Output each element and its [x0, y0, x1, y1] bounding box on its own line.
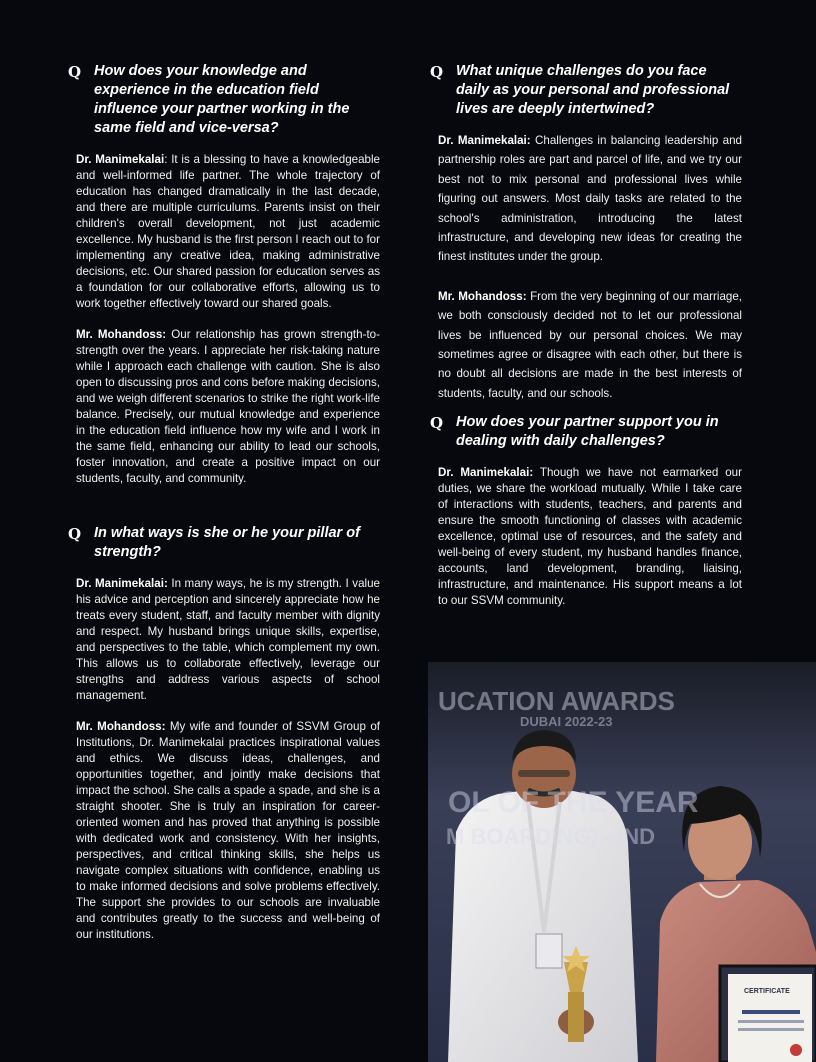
answer-1-mohandoss — [76, 327, 380, 487]
speaker-name: Dr. Manimekalai: — [438, 134, 531, 147]
speaker-name: Dr. Manimekalai: — [438, 466, 534, 480]
right-column — [430, 62, 742, 609]
answer-1-manimekalai — [76, 152, 380, 312]
banner-text-1: UCATION AWARDS — [438, 686, 675, 716]
banner-text-4: M BOARDING) - IND — [446, 824, 655, 849]
answer-text: In many ways, he is my strength. I value his advice and perception and sincerely appreciate how he treats every student, staff, and faculty member with dignity and respect. My husband brings unique skills, expertise, and perspectives to the table, which complement my own. This allows us to collaborate effectively, leverage our strengths and address various aspects of school management. — [76, 577, 381, 702]
answer-text: Our relationship has grown strength-to-strength over the years. I appreciate her risk-taking nature while I approach each challenge with caution. She is also open to discussing pros and cons before making decisions, and we weigh different scenarios to strike the right work-life balance. Precisely, our mutual knowledge and experience in the education field influence how my wife and I work in the same field, enhancing our ability to lead our schools, foster innovation, and create a positive impact on our students, faculty, and community. — [76, 328, 380, 485]
question-4 — [430, 413, 742, 451]
speaker-name: Dr. Manimekalai — [76, 153, 165, 166]
speaker-name: Mr. Mohandoss: — [76, 720, 166, 733]
question-2-text: In what ways is she or he your pillar of strength? — [94, 525, 360, 560]
question-2 — [68, 524, 380, 562]
question-marker: Q — [68, 63, 82, 81]
answer-3-manimekalai — [438, 131, 742, 267]
answer-text: : It is a blessing to have a knowledgeable and well-informed life partner. The whole trajectory of education has changed dramatically in the last decade, and there are multiple curriculums. Parents insist on their children's overall development, not just academic excellence. My husband is the first person I reach out to for implementing any creative idea, making administrative decisions, etc. Our shared passion for education serves as a foundation for our collaborative efforts, allowing us to work together effectively toward our shared goals. — [76, 153, 381, 310]
question-4-text: How does your partner support you in dealing with daily challenges? — [456, 414, 719, 450]
question-marker: Q — [430, 414, 444, 433]
award-photo-illustration — [428, 662, 816, 1062]
question-marker: Q — [68, 525, 82, 543]
answer-3-mohandoss — [438, 287, 742, 403]
question-marker: Q — [430, 63, 444, 81]
question-1-text: How does your knowledge and experience in the education field influence your partner working in the same field and vice-versa? — [94, 63, 350, 136]
speaker-name: Mr. Mohandoss: — [76, 328, 167, 341]
question-1 — [68, 62, 380, 138]
certificate-title: CERTIFICATE — [744, 988, 790, 995]
speaker-name: Dr. Manimekalai: — [76, 577, 168, 590]
question-3 — [430, 62, 742, 119]
answer-text: Though we have not earmarked our duties, we share the workload mutually. While I take care of interactions with students, teachers, and parents and ensure the smooth functioning of classes with academic excellence, optimal use of resources, and the safety and well-being of every student, my husband handles finance, accounts, land development, branding, liaising, infrastructure, and maintenance. His support means a lot to our SSVM community. — [438, 466, 742, 608]
speaker-name: Mr. Mohandoss: — [438, 289, 527, 303]
certificate — [720, 966, 816, 1062]
left-column — [68, 62, 380, 943]
banner-text-2: DUBAI 2022-23 — [520, 714, 613, 729]
award-photo — [428, 662, 816, 1062]
answer-2-manimekalai — [76, 576, 380, 704]
answer-text: From the very beginning of our marriage, we both consciously decided not to let our professional lives be influenced by our personal choices. We may sometimes agree or disagree with each other, but there is no doubt all decisions are made in the best interests of students, faculty, and our schools. — [438, 289, 743, 400]
answer-text: My wife and founder of SSVM Group of Institutions, Dr. Manimekalai practices inspirational values and ethics. We discuss ideas, challenges, and opportunities together, and jointly make decisions that impact the school. She calls a spade a spade, and she is a straight shooter. She is truly an inspiration for career-oriented women and has proved that anything is possible with dedicated work and consistency. With her insights, perspectives, and critical thinking skills, she helps us navigate complex situations with confidence, enabling us to make informed decisions and solve problems effectively. The support she provides to our schools are invaluable and contributes greatly to the success and well-being of our institutions. — [76, 720, 380, 941]
answer-2-mohandoss — [76, 719, 380, 943]
banner-text-3: OL OF THE YEAR — [448, 786, 699, 819]
question-3-text: What unique challenges do you face daily as your personal and professional lives are deeply intertwined? — [456, 63, 730, 117]
answer-4-manimekalai — [438, 465, 742, 609]
answer-text: Challenges in balancing leadership and partnership roles are part and parcel of life, and we try our best not to mix personal and professional lives while figuring out answers. Most daily tasks are related to the school's administration, introducing the latest infrastructure, and developing new ideas for creating the finest institutes under the group. — [438, 134, 742, 264]
